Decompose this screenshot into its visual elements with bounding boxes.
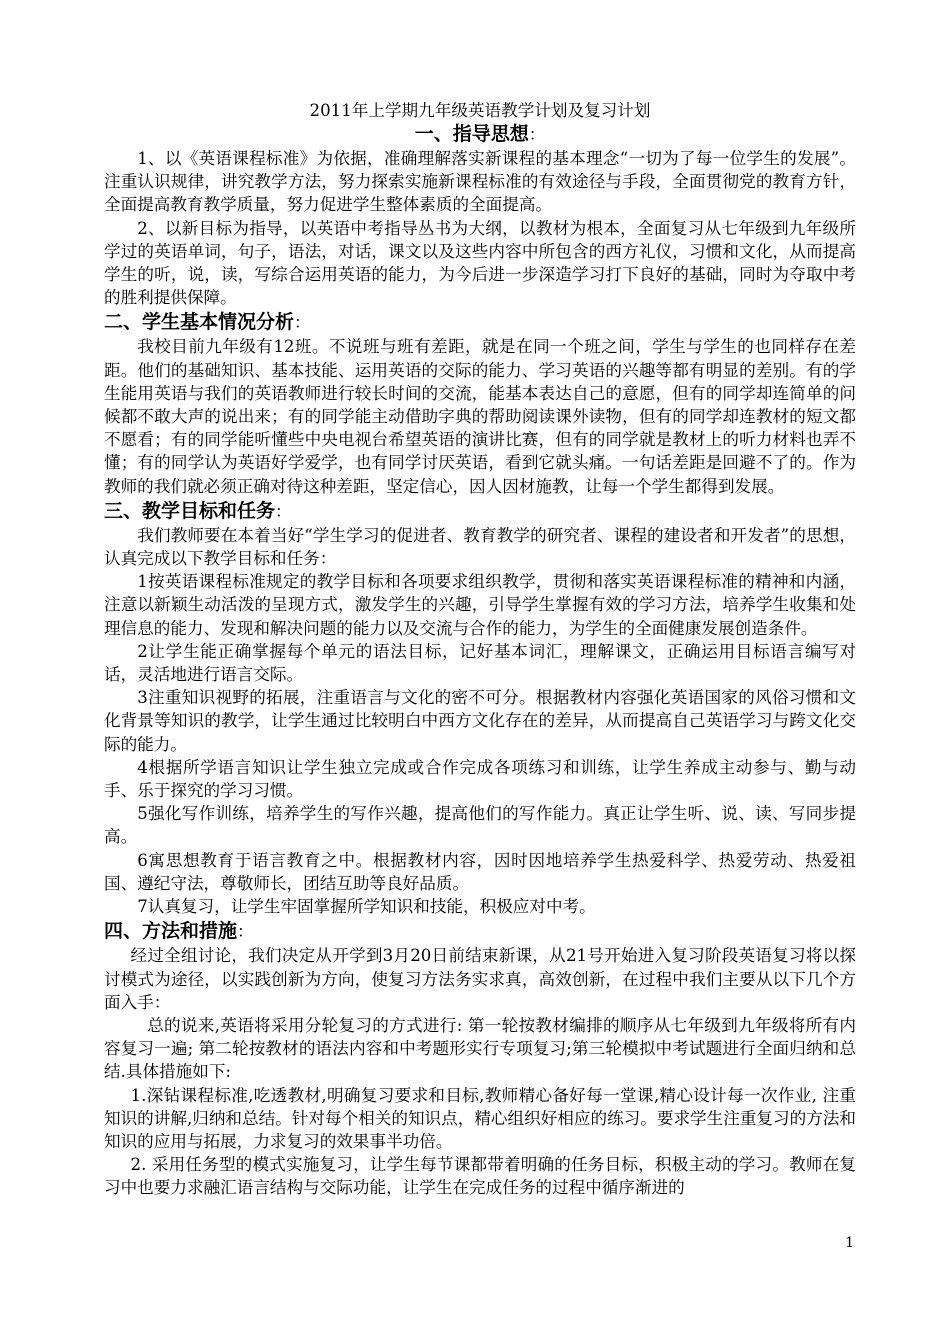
section-heading-methods [104,919,856,944]
paragraph: 2、以新目标为指导，以英语中考指导丛书为大纲，以教材为根本，全面复习从七年级到九年级所学过的英语单词，句子，语法，对话，课文以及这些内容中所包含的西方礼仪，习惯和文化，从而提高学生的听，说，读，写综合运用英语的能力，为今后进一步深造学习打下良好的基础，同时为夺取中考的胜利提供保障。 [104,218,856,308]
section-heading-text: 三、教学目标和任务 [104,499,276,522]
section-heading-text: 一、指导思想 [414,123,529,145]
document-title: 2011年上学期九年级英语教学计划及复习计划 [309,101,651,120]
list-item: 3注重知识视野的拓展，注重语言与文化的密不可分。根据教材内容强化英语国家的风俗习惯和文化背景等知识的教学，让学生通过比较明白中西方文化存在的差异，从而提高自己英语学习与跨文化交际的能力。 [104,688,856,754]
document-body [104,100,856,1200]
page-number: 1 [845,1235,854,1251]
heading-colon: ： [528,125,546,144]
paragraph: 1、以《英语课程标准》为依据，准确理解落实新课程的基本理念“一切为了每一位学生的发展”。注重认识规律，讲究教学方法，努力探索实施新课程标准的有效途径与手段，全面贯彻党的教育方针，全面提高教育教学质量，努力促进学生整体素质的全面提高。 [104,149,856,215]
list-item: 7认真复习，让学生牢固掌握所学知识和技能，积极应对中考。 [137,897,596,917]
paragraph: 我们教师要在本着当好“学生学习的促进者、教育教学的研究者、课程的建设者和开发者”的思想，认真完成以下教学目标和任务： [104,525,856,569]
section-heading-student-analysis [104,310,856,335]
heading-colon: ： [237,922,254,942]
list-item: 2. 采用任务型的模式实施复习，让学生每节课都带着明确的任务目标，积极主动的学习。教师在复习中也要力求融汇语言结构与交际功能，让学生在完成任务的过程中循序渐进的 [104,1155,856,1198]
paragraph: 经过全组讨论，我们决定从开学到3月20日前结束新课，从21号开始进入复习阶段英语复习将以探讨模式为途径，以实践创新为方向，使复习方法务实求真，高效创新，在过程中我们主要从以下几个方面入手： [104,946,856,1012]
paragraph: 我校目前九年级有12班。不说班与班有差距，就是在同一个班之间，学生与学生的也同样存在差距。他们的基础知识、基本技能、运用英语的交际的能力、学习英语的兴趣等都有明显的差别。有的学生能用英语与我们的英语教师进行较长时间的交流，能基本表达自己的意愿，但有的同学却连简单的问候都不敢大声的说出来；有的同学能主动借助字典的帮助阅读课外读物，但有的同学却连教材的短文都不愿看；有的同学能听懂些中央电视台希望英语的演讲比赛，但有的同学就是教材上的听力材料也弄不懂；有的同学认为英语好学爱学，也有同学讨厌英语，看到它就头痛。一句话差距是回避不了的。作为教师的我们就必须正确对待这种差距，坚定信心，因人因材施教，让每一个学生都得到发展。 [104,337,856,496]
heading-colon: ： [294,313,311,333]
section-heading-goals-and-tasks [104,499,856,524]
section-heading-text: 二、学生基本情况分析 [104,311,295,334]
list-item: 4根据所学语言知识让学生独立完成或合作完成各项练习和训练，让学生养成主动参与、勤与动手、乐于探究的学习习惯。 [104,757,856,801]
paragraph: 总的说来,英语将采用分轮复习的方式进行: 第一轮按教材编排的顺序从七年级到九年级将所有内容复习一遍; 第二轮按教材的语法内容和中考题形实行专项复习;第三轮模拟中考试题进行全面归纳和总结.具体措施如下: [104,1015,856,1082]
list-item: 6寓思想教育于语言教育之中。根据教材内容，因时因地培养学生热爱科学、热爱劳动、热爱祖国、遵纪守法，尊敬师长，团结互助等良好品质。 [104,850,856,893]
list-item: 1按英语课程标准规定的教学目标和各项要求组织教学，贯彻和落实英语课程标准的精神和内涵，注意以新颖生动活泼的呈现方式，激发学生的兴趣，引导学生掌握有效的学习方法，培养学生收集和处理信息的能力、发现和解决问题的能力以及交流与合作的能力，为学生的全面健康发展创造条件。 [104,572,856,638]
list-item: 5强化写作训练，培养学生的写作兴趣，提高他们的写作能力。真正让学生听、说、读、写同步提高。 [104,804,856,847]
list-item: 1.深钻课程标准,吃透教材,明确复习要求和目标,教师精心备好每一堂课,精心设计每一次作业, 注重知识的讲解,归纳和总结。针对每个相关的知识点，精心组织好相应的练习。要求学生注重复习的方法和知识的应用与拓展，力求复习的效果事半功倍。 [104,1085,856,1151]
section-heading-guiding-ideology [104,122,856,147]
section-heading-text: 四、方法和措施 [104,920,238,943]
heading-colon: ： [275,501,292,521]
list-item: 2让学生能正确掌握每个单元的语法目标，记好基本词汇，理解课文，正确运用目标语言编写对话，灵活地进行语言交际。 [104,641,856,685]
